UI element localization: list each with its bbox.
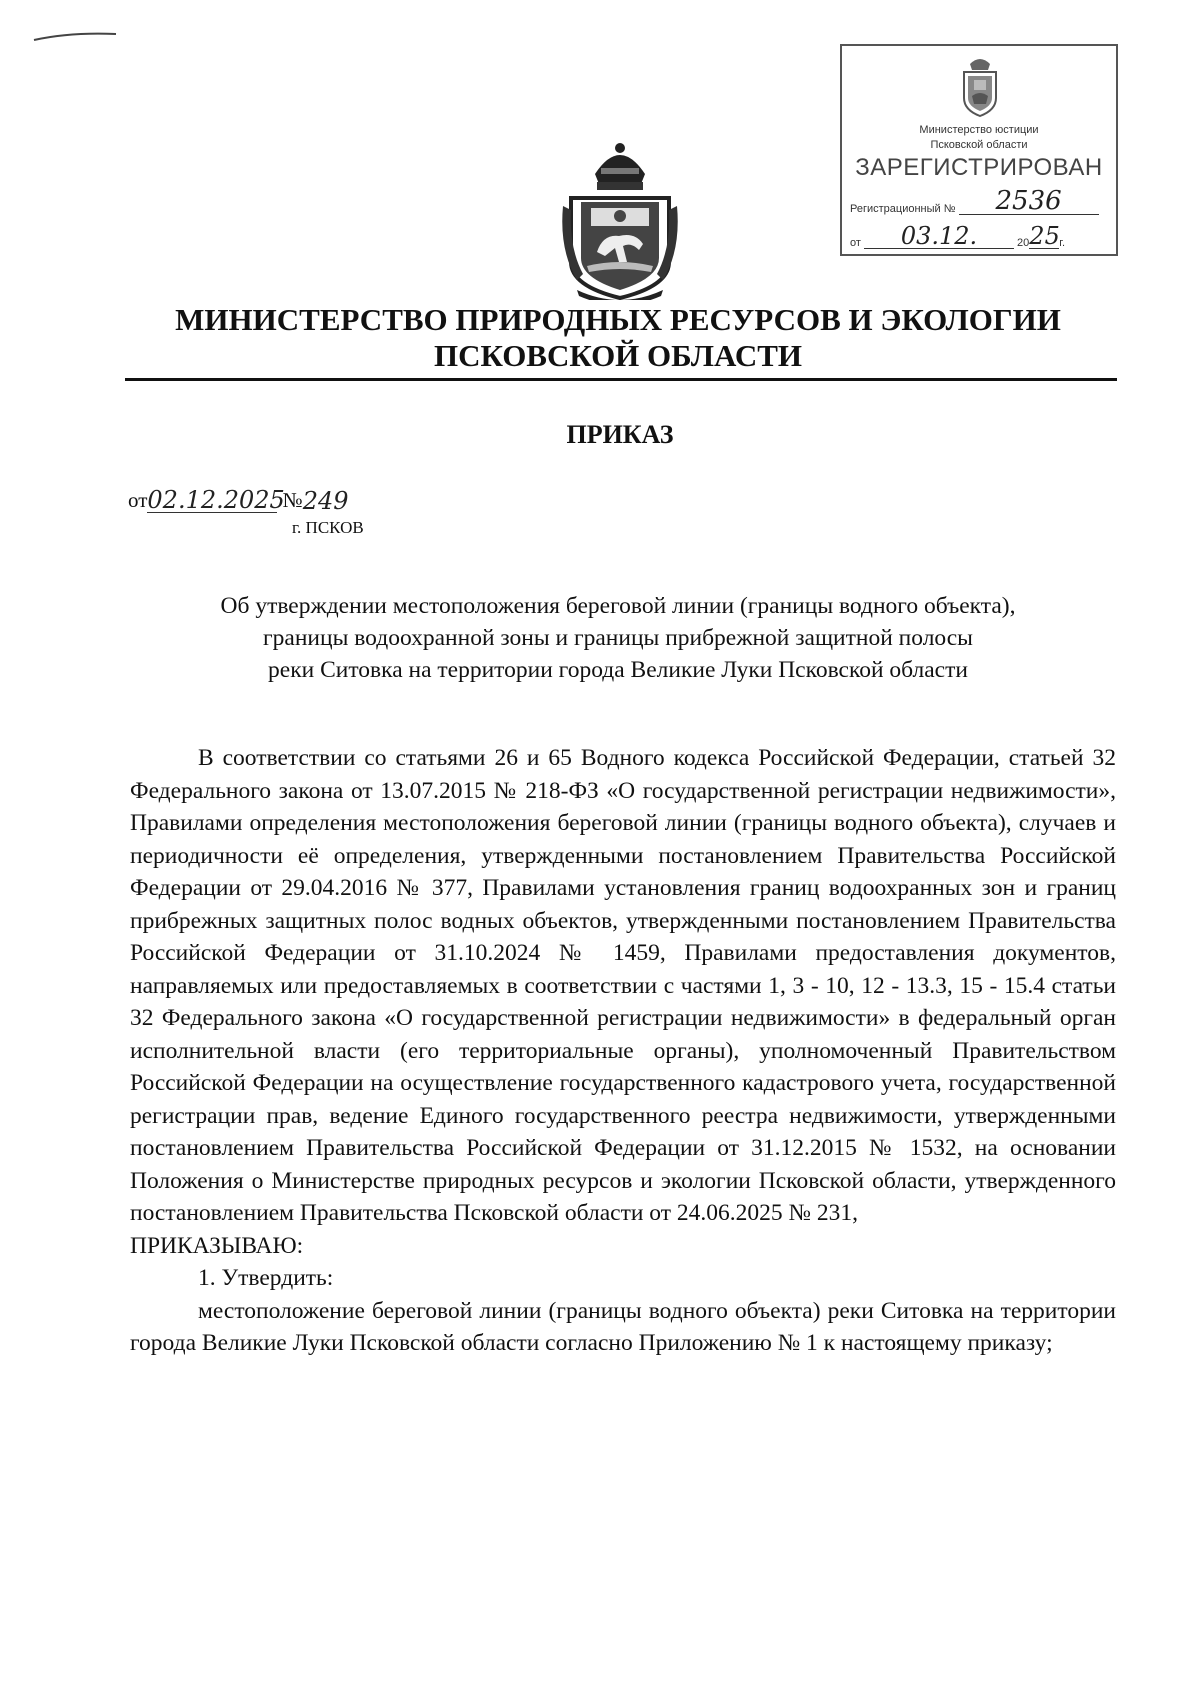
subject-line2: границы водоохранной зоны и границы прибрежной защитной полосы [263,625,973,651]
document-type: ПРИКАЗ [566,420,674,449]
order-date-number [128,488,373,513]
coat-of-arms-icon [557,140,683,300]
ministry-title [120,302,1116,374]
subject-line3: реки Ситовка на территории города Великие Луки Псковской области [268,657,968,683]
stamp-date-value: 03.12. [864,224,1014,249]
decree-word: ПРИКАЗЫВАЮ: [130,1232,304,1259]
stamp-year-suffix: 25 [1029,222,1060,250]
stamp-reg-row [850,188,1099,215]
item-1a: местоположение береговой линии (границы водного объекта) реки Ситовка на территории города Великие Луки Псковской области согласно Приложению № 1 к настоящему приказу; [130,1297,1116,1356]
order-city: г. ПСКОВ [292,518,364,537]
order-body [130,742,1116,1360]
ministry-title-line2: ПСКОВСКОЙ ОБЛАСТИ [433,338,803,373]
stamp-reg-number: 2536 [959,188,1099,215]
stamp-line-region: Псковской области [930,139,1028,151]
order-from-label: от [128,488,148,512]
registration-stamp [840,44,1118,256]
stamp-year-g: г. [1059,237,1066,249]
stamp-date-label: от [850,237,861,249]
subject-line1: Об утверждении местоположения береговой линии (границы водного объекта), [220,593,1016,619]
stamp-reg-label: Регистрационный № [850,203,956,215]
order-number-label: № [282,488,303,512]
stamp-date-row [850,224,1065,249]
preamble-paragraph: В соответствии со статьями 26 и 65 Водного кодекса Российской Федерации, статьей 32 Федерального закона от 13.07.2015 № 218-ФЗ «О государственной регистрации недвижимости», Правилами определения местоположения береговой линии (границы водного объекта), случаев и периодичности её определения, утвержденными постановлением Правительства Российской Федерации от 29.04.2016 № 377, Правилами установления границ водоохранных зон и границ прибрежных защитных полос водных объектов, утвержденными постановлением Правительства Российской Федерации от 31.10.2024 № 1459, Правилами предоставления документов, направляемых или предоставляемых в соответствии с частями 1, 3 - 10, 12 - 13.3, 15 - 15.4 статьи 32 Федерального закона «О государственной регистрации недвижимости» в федеральный орган исполнительной власти (его территориальные органы), уполномоченный Правительством Российской Федерации на осуществление государственного кадастрового учета, государственной регистрации прав, ведение Единого государственного реестра недвижимости, утвержденными постановлением Правительства Российской Федерации от 31.12.2015 № 1532, на основании Положения о Министерстве природных ресурсов и экологии Псковской области, утвержденного постановлением Правительства Псковской области от 24.06.2025 № 231, [130,745,1116,1226]
stamp-line-ministry: Министерство юстиции [919,124,1039,136]
ministry-title-line1: МИНИСТЕРСТВО ПРИРОДНЫХ РЕСУРСОВ И ЭКОЛОГИИ [175,302,1061,337]
order-number: 249 [302,487,349,515]
stamp-year-prefix: 20 [1017,237,1030,249]
order-date: 02.12.2025 [147,486,285,514]
stamp-emblem-icon [954,54,1006,118]
header-divider [125,378,1117,381]
stamp-registered: ЗАРЕГИСТРИРОВАН [855,154,1103,181]
order-subject [120,590,1116,686]
item-1: 1. Утвердить: [198,1265,334,1291]
scan-pen-mark [30,28,120,44]
